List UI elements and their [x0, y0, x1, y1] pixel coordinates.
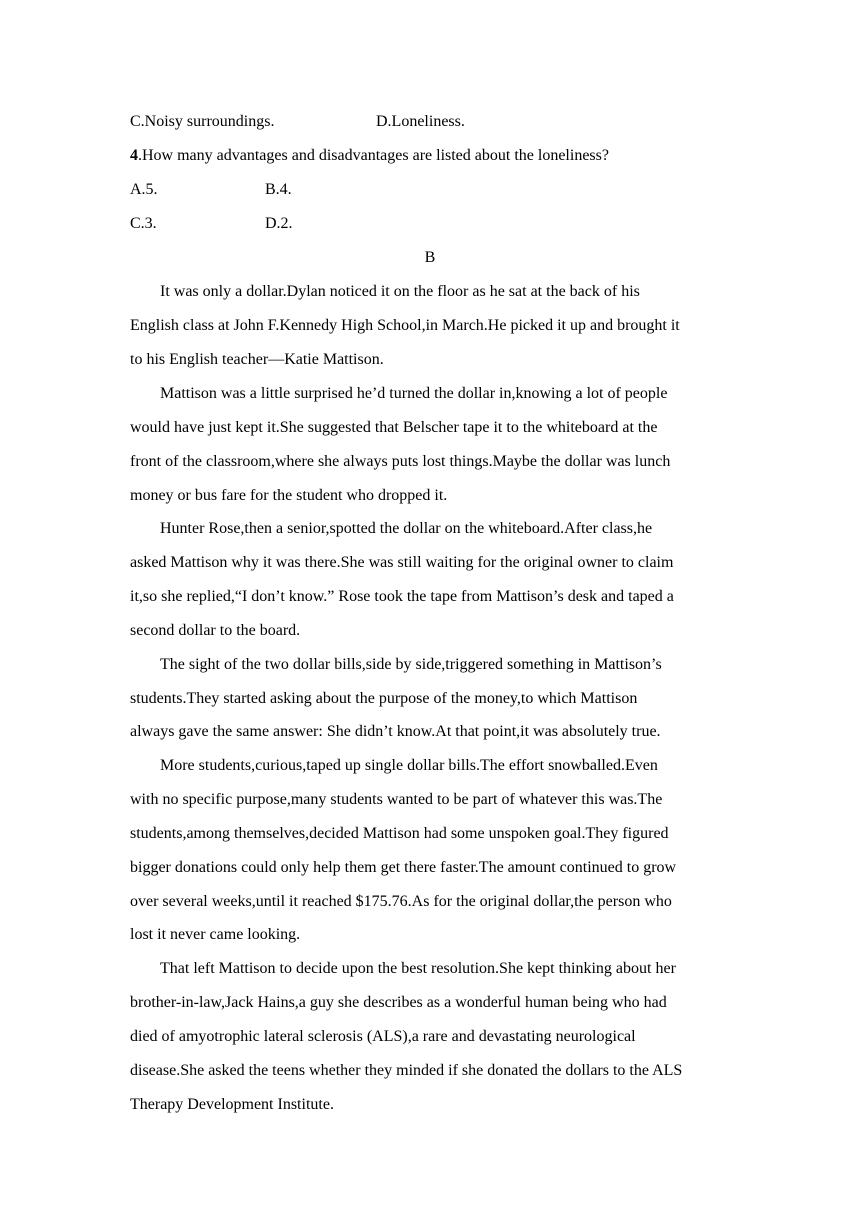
passage-line: disease.She asked the teens whether they minded if she donated the dollars to the ALS [130, 1062, 683, 1079]
q4-option-b: B.4. [265, 181, 292, 198]
passage-line: Therapy Development Institute. [130, 1096, 334, 1113]
passage-line: students.They started asking about the purpose of the money,to which Mattison [130, 690, 638, 707]
passage-line: would have just kept it.She suggested that Belscher tape it to the whiteboard at the [130, 419, 658, 436]
passage-line: asked Mattison why it was there.She was still waiting for the original owner to claim [130, 554, 674, 571]
question-text: .How many advantages and disadvantages are listed about the loneliness? [138, 147, 609, 164]
question-number: 4 [130, 147, 138, 164]
question-4 [130, 146, 609, 166]
passage-line: That left Mattison to decide upon the best resolution.She kept thinking about her [160, 960, 676, 977]
passage-line: It was only a dollar.Dylan noticed it on the floor as he sat at the back of his [160, 283, 640, 300]
passage-line: died of amyotrophic lateral sclerosis (ALS),a rare and devastating neurological [130, 1028, 636, 1045]
passage-line: English class at John F.Kennedy High School,in March.He picked it up and brought it [130, 317, 680, 334]
passage-line: to his English teacher—Katie Mattison. [130, 351, 384, 368]
passage-line: front of the classroom,where she always puts lost things.Maybe the dollar was lunch [130, 453, 671, 470]
option-c: C.Noisy surroundings. [130, 113, 275, 130]
option-d-wrap [376, 112, 465, 132]
passage-line: money or bus fare for the student who dropped it. [130, 487, 448, 504]
q4-option-a: A.5. [130, 181, 158, 198]
passage-line: More students,curious,taped up single dollar bills.The effort snowballed.Even [160, 757, 658, 774]
passage-line: The sight of the two dollar bills,side by side,triggered something in Mattison’s [160, 656, 662, 673]
passage-line: lost it never came looking. [130, 926, 301, 943]
passage-line: second dollar to the board. [130, 622, 301, 639]
passage-line: bigger donations could only help them get there faster.The amount continued to grow [130, 859, 677, 876]
q4-option-d: D.2. [265, 215, 293, 232]
q4-option-c: C.3. [130, 215, 157, 232]
section-label: B [424, 249, 436, 266]
passage-line: Mattison was a little surprised he’d turned the dollar in,knowing a lot of people [160, 385, 668, 402]
q3-options-row-2 [130, 112, 274, 132]
option-d: D.Loneliness. [376, 113, 465, 130]
passage-line: Hunter Rose,then a senior,spotted the dollar on the whiteboard.After class,he [160, 520, 653, 537]
passage-line: brother-in-law,Jack Hains,a guy she describes as a wonderful human being who had [130, 994, 667, 1011]
passage-line: always gave the same answer: She didn’t know.At that point,it was absolutely true. [130, 723, 661, 740]
passage-line: students,among themselves,decided Mattison had some unspoken goal.They figured [130, 825, 669, 842]
passage-line: with no specific purpose,many students wanted to be part of whatever this was.The [130, 791, 663, 808]
passage-line: it,so she replied,“I don’t know.” Rose took the tape from Mattison’s desk and taped a [130, 588, 674, 605]
passage-line: over several weeks,until it reached $175.76.As for the original dollar,the person who [130, 893, 672, 910]
